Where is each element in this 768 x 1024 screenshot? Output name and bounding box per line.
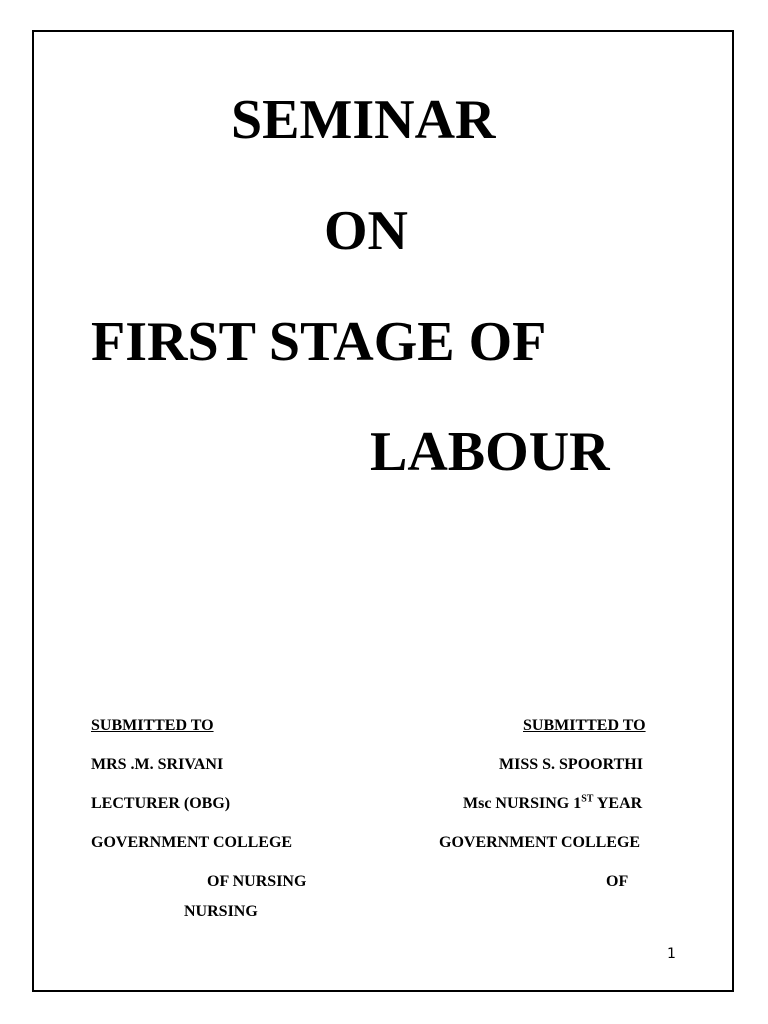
left-name: MRS .M. SRIVANI: [91, 756, 224, 773]
right-name: MISS S. SPOORTHI: [499, 756, 643, 773]
right-institution-line2: OF: [606, 873, 629, 890]
left-designation: LECTURER (OBG): [91, 795, 231, 812]
title-on: ON: [324, 200, 408, 262]
right-submitted-heading: SUBMITTED TO: [523, 717, 646, 734]
title-topic-line2: LABOUR: [370, 421, 610, 483]
title-seminar: SEMINAR: [231, 89, 496, 151]
right-institution-line3: NURSING: [184, 903, 258, 920]
right-course-prefix: Msc NURSING 1: [463, 795, 582, 812]
left-institution-line2: OF NURSING: [207, 873, 307, 890]
right-course: [463, 794, 642, 814]
right-institution-line1: GOVERNMENT COLLEGE: [439, 834, 641, 851]
title-topic-line1: FIRST STAGE OF: [91, 311, 547, 373]
right-course-superscript: ST: [581, 793, 594, 805]
left-institution-line1: GOVERNMENT COLLEGE: [91, 834, 293, 851]
page-number: 1: [667, 946, 676, 962]
left-submitted-heading: SUBMITTED TO: [91, 717, 214, 734]
right-course-suffix: YEAR: [593, 795, 643, 812]
